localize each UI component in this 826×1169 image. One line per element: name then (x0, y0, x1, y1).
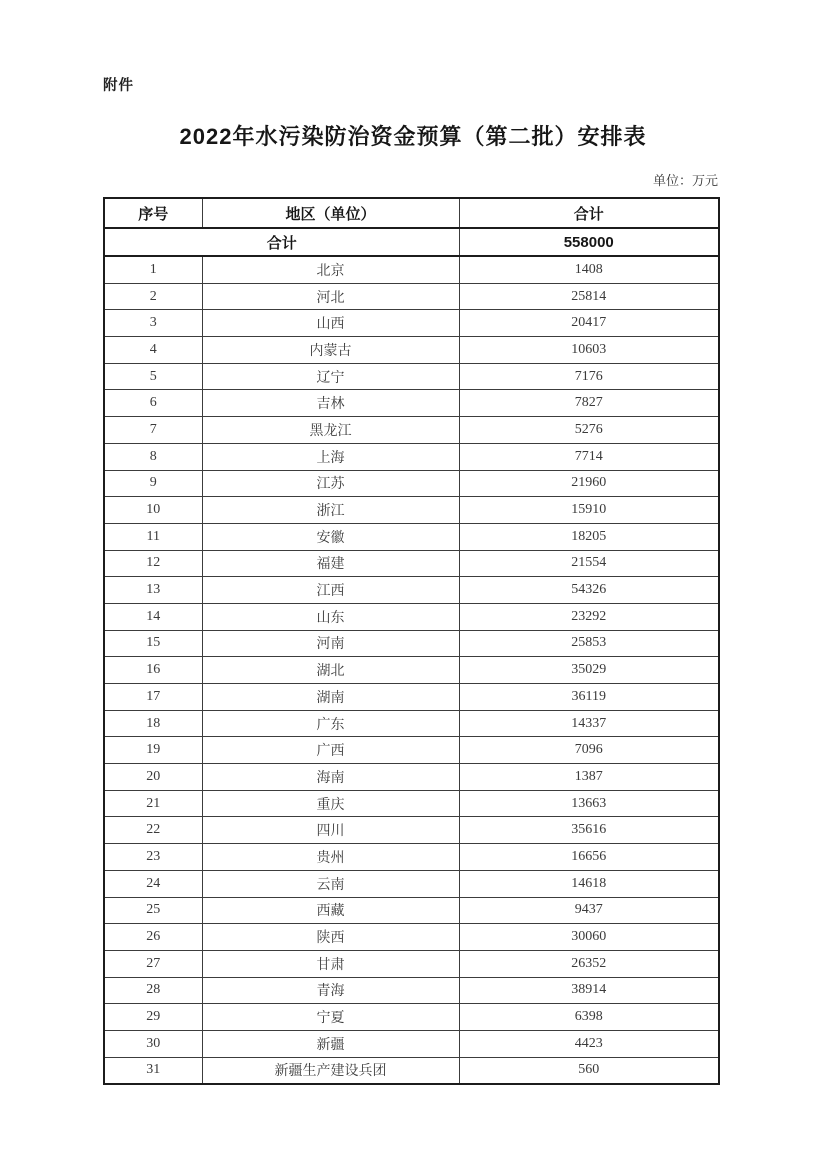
table-row (104, 310, 719, 337)
row-region: 河南 (202, 630, 459, 657)
row-region: 北京 (202, 256, 459, 283)
table-row (104, 1057, 719, 1084)
row-amount: 16656 (459, 844, 719, 871)
row-amount: 10603 (459, 337, 719, 364)
table-row (104, 283, 719, 310)
row-region: 陕西 (202, 924, 459, 951)
table-row (104, 870, 719, 897)
row-amount: 560 (459, 1057, 719, 1084)
row-amount: 36119 (459, 684, 719, 711)
row-region: 海南 (202, 764, 459, 791)
row-number: 26 (104, 924, 202, 951)
row-number: 24 (104, 870, 202, 897)
table-row (104, 577, 719, 604)
row-region: 新疆 (202, 1030, 459, 1057)
row-region: 重庆 (202, 790, 459, 817)
row-number: 14 (104, 603, 202, 630)
table-row (104, 550, 719, 577)
table-row (104, 390, 719, 417)
row-number: 29 (104, 1004, 202, 1031)
table-row (104, 897, 719, 924)
row-region: 云南 (202, 870, 459, 897)
column-header-total: 合计 (459, 198, 719, 228)
table-row (104, 950, 719, 977)
row-amount: 38914 (459, 977, 719, 1004)
row-region: 湖南 (202, 684, 459, 711)
row-region: 山西 (202, 310, 459, 337)
table-row (104, 1004, 719, 1031)
row-region: 青海 (202, 977, 459, 1004)
row-amount: 35616 (459, 817, 719, 844)
table-row (104, 1030, 719, 1057)
row-number: 18 (104, 710, 202, 737)
row-number: 27 (104, 950, 202, 977)
row-amount: 13663 (459, 790, 719, 817)
row-region: 内蒙古 (202, 337, 459, 364)
table-row (104, 603, 719, 630)
row-number: 1 (104, 256, 202, 283)
row-number: 25 (104, 897, 202, 924)
unit-note: 单位：万元 (652, 173, 718, 188)
row-number: 19 (104, 737, 202, 764)
total-row-label: 合计 (104, 228, 459, 256)
table-row (104, 470, 719, 497)
table-row (104, 523, 719, 550)
row-amount: 25853 (459, 630, 719, 657)
row-region: 江西 (202, 577, 459, 604)
row-number: 11 (104, 523, 202, 550)
row-region: 贵州 (202, 844, 459, 871)
row-number: 2 (104, 283, 202, 310)
row-number: 9 (104, 470, 202, 497)
row-amount: 7096 (459, 737, 719, 764)
row-number: 3 (104, 310, 202, 337)
table-row (104, 844, 719, 871)
table-row (104, 764, 719, 791)
row-region: 广西 (202, 737, 459, 764)
row-region: 广东 (202, 710, 459, 737)
row-number: 20 (104, 764, 202, 791)
row-amount: 15910 (459, 497, 719, 524)
budget-table (103, 197, 720, 1085)
row-number: 21 (104, 790, 202, 817)
table-row (104, 417, 719, 444)
row-number: 16 (104, 657, 202, 684)
row-number: 17 (104, 684, 202, 711)
row-amount: 14618 (459, 870, 719, 897)
table-row (104, 684, 719, 711)
row-amount: 54326 (459, 577, 719, 604)
row-number: 13 (104, 577, 202, 604)
row-amount: 20417 (459, 310, 719, 337)
row-amount: 7714 (459, 443, 719, 470)
row-amount: 18205 (459, 523, 719, 550)
row-number: 7 (104, 417, 202, 444)
row-number: 28 (104, 977, 202, 1004)
row-region: 辽宁 (202, 363, 459, 390)
row-amount: 1408 (459, 256, 719, 283)
row-number: 12 (104, 550, 202, 577)
row-amount: 9437 (459, 897, 719, 924)
table-row (104, 924, 719, 951)
row-region: 河北 (202, 283, 459, 310)
row-amount: 5276 (459, 417, 719, 444)
row-region: 安徽 (202, 523, 459, 550)
row-region: 福建 (202, 550, 459, 577)
table-row (104, 443, 719, 470)
table-row (104, 363, 719, 390)
row-region: 宁夏 (202, 1004, 459, 1031)
row-number: 15 (104, 630, 202, 657)
row-number: 8 (104, 443, 202, 470)
total-row (104, 228, 719, 256)
row-number: 23 (104, 844, 202, 871)
row-amount: 21554 (459, 550, 719, 577)
row-amount: 35029 (459, 657, 719, 684)
row-amount: 26352 (459, 950, 719, 977)
table-row (104, 977, 719, 1004)
row-amount: 30060 (459, 924, 719, 951)
row-number: 6 (104, 390, 202, 417)
row-region: 江苏 (202, 470, 459, 497)
row-amount: 4423 (459, 1030, 719, 1057)
row-number: 10 (104, 497, 202, 524)
attachment-label: 附件 (103, 78, 134, 94)
table-row (104, 256, 719, 283)
table-row (104, 710, 719, 737)
page-title: 2022年水污染防治资金预算（第二批）安排表 (179, 124, 647, 149)
table-row (104, 497, 719, 524)
row-amount: 25814 (459, 283, 719, 310)
row-amount: 7827 (459, 390, 719, 417)
row-number: 22 (104, 817, 202, 844)
row-region: 四川 (202, 817, 459, 844)
row-region: 山东 (202, 603, 459, 630)
row-number: 5 (104, 363, 202, 390)
row-region: 吉林 (202, 390, 459, 417)
row-region: 新疆生产建设兵团 (202, 1057, 459, 1084)
table-row (104, 337, 719, 364)
row-amount: 7176 (459, 363, 719, 390)
row-amount: 14337 (459, 710, 719, 737)
row-region: 西藏 (202, 897, 459, 924)
row-region: 上海 (202, 443, 459, 470)
column-header-no: 序号 (104, 198, 202, 228)
table-row (104, 630, 719, 657)
row-region: 甘肃 (202, 950, 459, 977)
row-region: 黑龙江 (202, 417, 459, 444)
row-amount: 6398 (459, 1004, 719, 1031)
row-number: 4 (104, 337, 202, 364)
table-row (104, 657, 719, 684)
row-amount: 23292 (459, 603, 719, 630)
table-row (104, 737, 719, 764)
row-number: 31 (104, 1057, 202, 1084)
table-row (104, 790, 719, 817)
row-region: 浙江 (202, 497, 459, 524)
column-header-region: 地区（单位） (202, 198, 459, 228)
table-row (104, 817, 719, 844)
row-amount: 21960 (459, 470, 719, 497)
total-row-value: 558000 (459, 228, 719, 256)
row-amount: 1387 (459, 764, 719, 791)
row-region: 湖北 (202, 657, 459, 684)
table-header-row (104, 198, 719, 228)
row-number: 30 (104, 1030, 202, 1057)
